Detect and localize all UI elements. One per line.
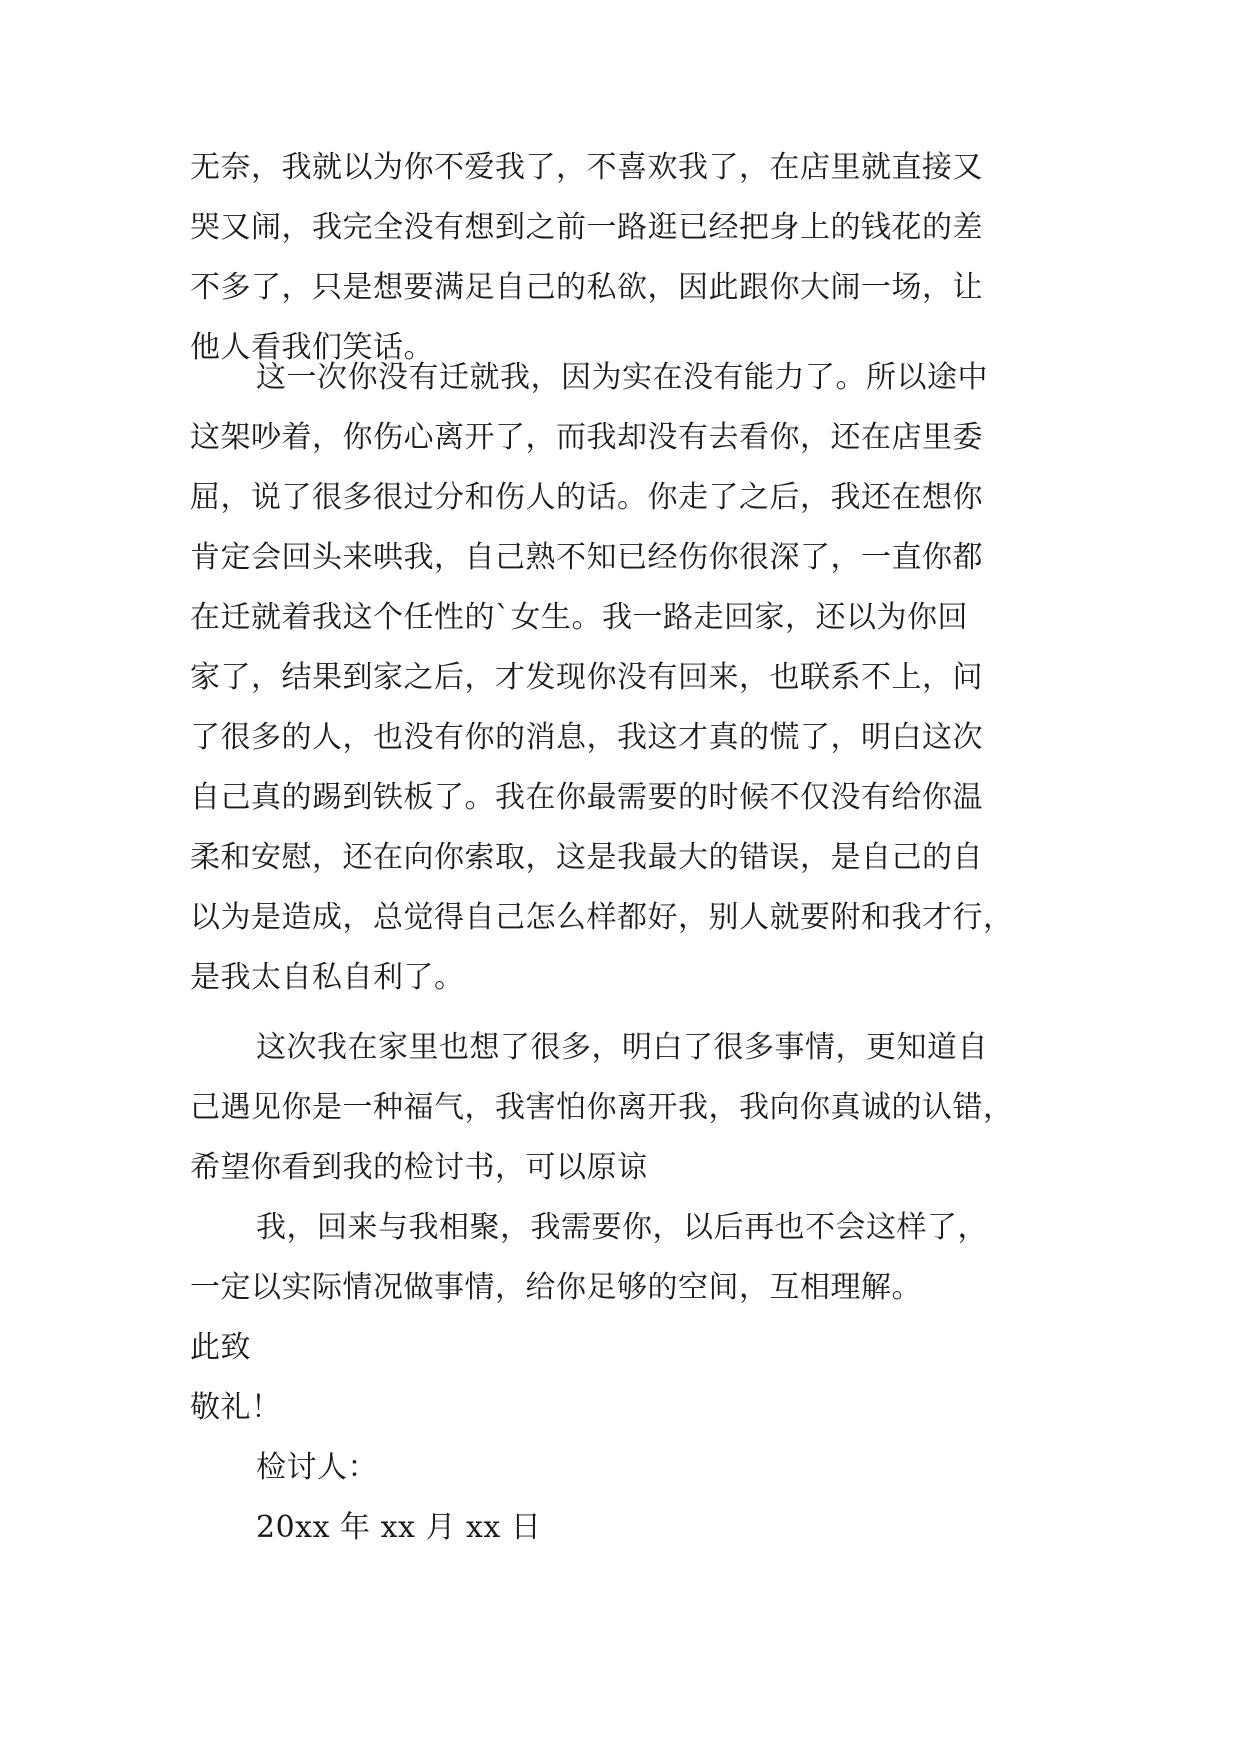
document-date: 20xx 年 xx 月 xx 日	[256, 1510, 542, 1545]
text-line: 不多了，只是想要满足自己的私欲，因此跟你大闹一场，让	[190, 270, 983, 305]
text-line: 是我太自私自利了。	[190, 960, 465, 995]
text-line: 在迁就着我这个任性的`女生。我一路走回家，还以为你回	[190, 600, 968, 635]
text-line: 希望你看到我的检讨书，可以原谅	[190, 1150, 648, 1185]
text-line: 我，回来与我相聚，我需要你，以后再也不会这样了，	[256, 1210, 988, 1245]
closing-salutation: 此致	[190, 1330, 251, 1365]
signature-label: 检讨人：	[256, 1450, 378, 1485]
text-line: 家了，结果到家之后，才发现你没有回来，也联系不上，问	[190, 660, 983, 695]
text-line: 这架吵着，你伤心离开了，而我却没有去看你，还在店里委	[190, 420, 983, 455]
text-line: 他人看我们笑话。	[190, 330, 434, 365]
text-line: 自己真的踢到铁板了。我在你最需要的时候不仅没有给你温	[190, 780, 983, 815]
paragraph-2	[190, 348, 1050, 1008]
text-line: 己遇见你是一种福气，我害怕你离开我，我向你真诚的认错，	[190, 1090, 1014, 1125]
text-line: 哭又闹，我完全没有想到之前一路逛已经把身上的钱花的差	[190, 210, 983, 245]
text-line: 一定以实际情况做事情，给你足够的空间，互相理解。	[190, 1270, 922, 1305]
paragraph-3	[190, 1018, 1050, 1198]
closing-block	[190, 1318, 1050, 1558]
text-line: 以为是造成，总觉得自己怎么样都好，别人就要附和我才行，	[190, 900, 1014, 935]
text-line: 了很多的人，也没有你的消息，我这才真的慌了，明白这次	[190, 720, 983, 755]
closing-regards: 敬礼！	[190, 1390, 282, 1425]
text-line: 这次我在家里也想了很多，明白了很多事情，更知道自	[256, 1030, 988, 1065]
paragraph-1	[190, 138, 1050, 378]
text-line: 肯定会回头来哄我，自己熟不知已经伤你很深了，一直你都	[190, 540, 983, 575]
text-line: 无奈，我就以为你不爱我了，不喜欢我了，在店里就直接又	[190, 150, 983, 185]
text-line: 屈，说了很多很过分和伤人的话。你走了之后，我还在想你	[190, 480, 983, 515]
text-line: 这一次你没有迁就我，因为实在没有能力了。所以途中	[256, 360, 988, 395]
text-line: 柔和安慰，还在向你索取，这是我最大的错误，是自己的自	[190, 840, 983, 875]
paragraph-4	[190, 1198, 1050, 1318]
